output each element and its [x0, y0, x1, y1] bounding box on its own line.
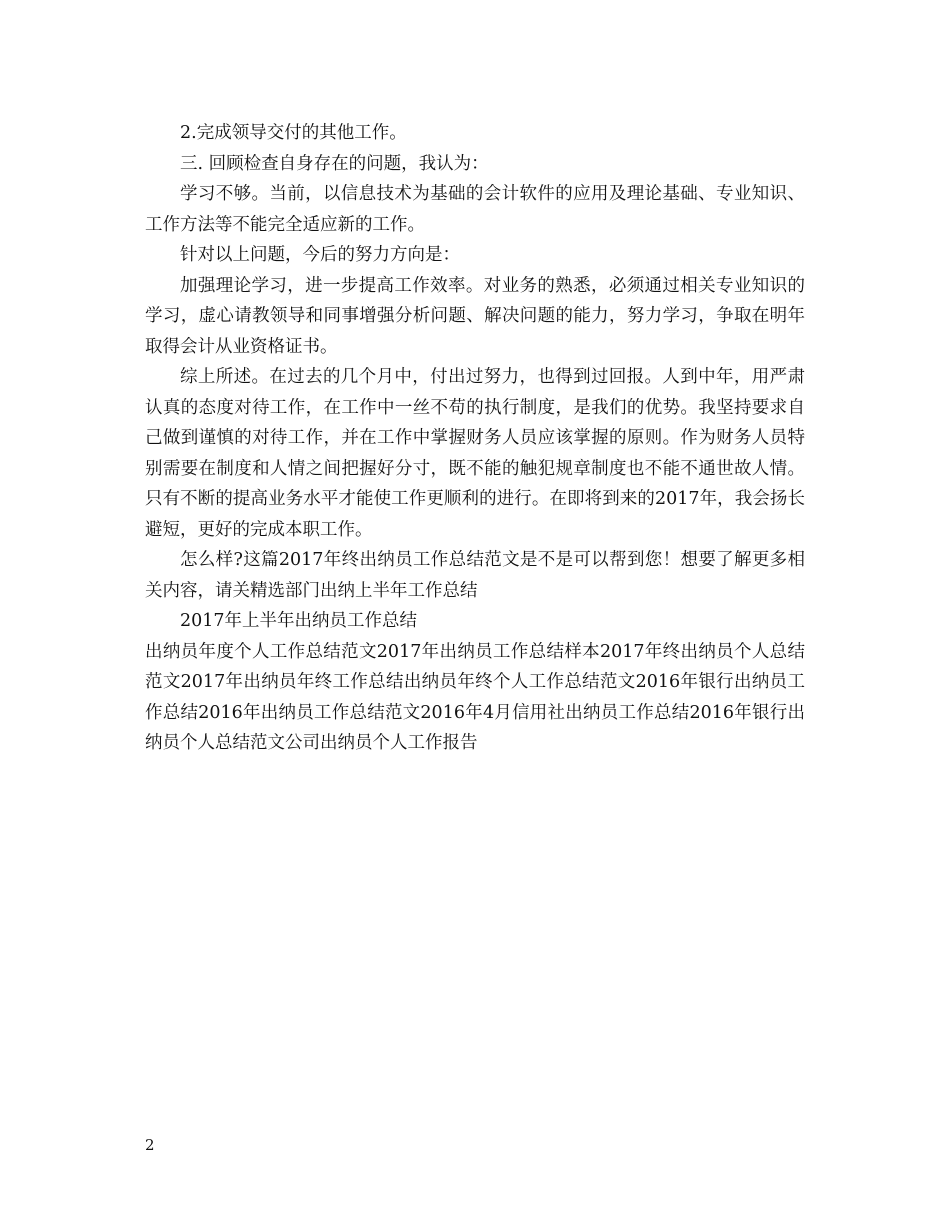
document-body	[145, 118, 805, 759]
paragraph-promo: 怎么样?这篇2017年终出纳员工作总结范文是不是可以帮到您！想要了解更多相关内容，请关精选部门出纳上半年工作总结	[145, 550, 805, 601]
paragraph-summary: 综上所述。在过去的几个月中，付出过努力，也得到过回报。人到中年，用严肃认真的态度对待工作，在工作中一丝不苟的执行制度，是我们的优势。我坚持要求自己做到谨慎的对待工作，并在工作中掌握财务人员应该掌握的原则。作为财务人员特别需要在制度和人情之间把握好分寸，既不能的触犯规章制度也不能不通世故人情。只有不断的提高业务水平才能使工作更顺利的进行。在即将到来的2017年，我会扬长避短，更好的完成本职工作。	[145, 367, 805, 540]
related-title: 2017年上半年出纳员工作总结	[180, 611, 418, 631]
paragraph-strengthen-theory: 加强理论学习，进一步提高工作效率。对业务的熟悉，必须通过相关专业知识的学习，虚心请教领导和同事增强分析问题、解决问题的能力，努力学习，争取在明年取得会计从业资格证书。	[145, 275, 805, 357]
paragraph-learning: 学习不够。当前，以信息技术为基础的会计软件的应用及理论基础、专业知识、工作方法等不能完全适应新的工作。	[145, 184, 805, 235]
section-heading-problems: 三. 回顾检查自身存在的问题，我认为：	[180, 153, 489, 174]
paragraph-item-2: 2.完成领导交付的其他工作。	[180, 123, 407, 143]
page-number: 2	[145, 1136, 155, 1154]
paragraph-direction-intro: 针对以上问题，今后的努力方向是：	[180, 245, 460, 265]
related-links: 出纳员年度个人工作总结范文2017年出纳员工作总结样本2017年终出纳员个人总结范文2017年出纳员年终工作总结出纳员年终个人工作总结范文2016年银行出纳员工作总结2016年出纳员工作总结范文2016年4月信用社出纳员工作总结2016年银行出纳员个人总结范文公司出纳员个人工作报告	[145, 641, 805, 753]
